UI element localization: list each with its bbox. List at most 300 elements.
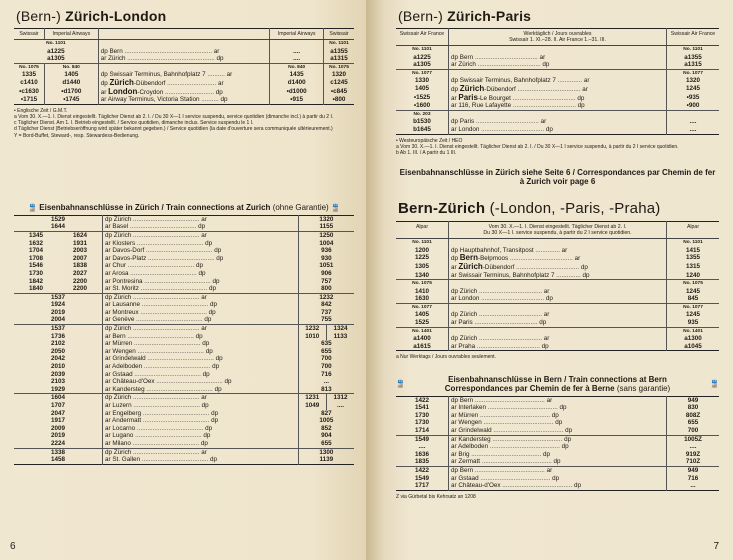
- flight-number: [667, 110, 720, 118]
- time: 700: [321, 355, 332, 363]
- station-name: Davos-Platz: [112, 254, 147, 262]
- direction-label: ar: [105, 417, 111, 425]
- station-cell: [103, 340, 299, 348]
- time: •900: [686, 102, 700, 110]
- station-cell: [103, 425, 299, 433]
- station-name: Zürich: [459, 287, 478, 295]
- leader-dots: ......................................: [146, 254, 215, 262]
- station-cell: [449, 94, 667, 103]
- direction-label: dp: [205, 347, 213, 355]
- direction-label: ar: [451, 419, 457, 427]
- time: 655: [321, 347, 332, 355]
- footnote: • Englische Zeit / G.M.T.: [14, 107, 68, 114]
- direction-label: dp: [216, 55, 224, 63]
- time: ....: [689, 118, 697, 126]
- station-cell: [449, 427, 667, 435]
- station-name: Château-d'Oex: [112, 378, 155, 386]
- connection-row: [14, 293, 354, 301]
- time: 700: [321, 363, 332, 371]
- bern-zurich-table: [396, 221, 719, 351]
- station-name: Arosa: [112, 269, 129, 277]
- leader-dots: ..............: [555, 77, 583, 85]
- time: 1549: [396, 435, 449, 443]
- direction-label: dp: [195, 332, 203, 340]
- connection-row: [14, 456, 354, 464]
- time: 808Z: [685, 411, 701, 419]
- timetable-row: [14, 79, 354, 88]
- direction-label: ar: [105, 363, 111, 371]
- direction-label: ar: [543, 311, 550, 319]
- station-name: Lugano: [112, 432, 134, 440]
- direction-label: ar: [543, 287, 550, 295]
- connection-row: [396, 467, 719, 475]
- station-name: Kandersteg: [458, 435, 491, 443]
- leader-dots: ............................: [163, 88, 215, 96]
- header-swissair: Swissair: [14, 29, 44, 40]
- station-name: Zürich: [113, 215, 132, 223]
- station-cell: [449, 77, 667, 85]
- station-name: Adelboden: [112, 363, 143, 371]
- bern-note: a Nur Werktags / Jours ouvrables seulement.: [396, 354, 496, 361]
- time: 1320: [332, 71, 347, 79]
- timetable-row: [14, 48, 354, 56]
- station-cell: [103, 363, 299, 371]
- station-name: Zürich: [459, 311, 478, 319]
- direction-label: ar: [546, 467, 553, 474]
- flight-number: No. 840: [44, 63, 98, 71]
- station-cell: [449, 272, 667, 280]
- connection-row: [14, 425, 354, 433]
- station-cell: [103, 325, 299, 333]
- time: •1715: [14, 96, 44, 104]
- direction-label: dp: [105, 231, 113, 239]
- direction-label: dp: [577, 94, 585, 102]
- time: 1541: [396, 404, 449, 412]
- time: 1320: [319, 215, 334, 223]
- time: 1537: [14, 293, 103, 301]
- reference-line-1: Eisenbahnanschlüsse in Zürich siehe Seite 6 / Correspondances par Chemin de fer: [399, 168, 716, 178]
- timetable-row: [396, 288, 719, 296]
- station-name: Bern: [109, 47, 123, 55]
- time: 1335: [14, 71, 44, 79]
- time: 1630: [396, 295, 449, 303]
- direction-label: dp: [215, 88, 223, 96]
- time: 1320: [685, 77, 700, 85]
- direction-label: dp: [196, 262, 204, 270]
- title-main: Zürich-London: [65, 8, 167, 24]
- direction-label: dp: [553, 458, 561, 466]
- time: 1305: [396, 263, 449, 272]
- zurich-london-table: [14, 28, 354, 105]
- station-name: Zürich: [113, 231, 132, 239]
- direction-label: ar: [201, 448, 207, 456]
- station-name: Zürich: [113, 325, 132, 333]
- time: 1730: [396, 419, 449, 427]
- time: 2027: [58, 270, 103, 278]
- time: 1315: [685, 262, 700, 270]
- time: 1415: [685, 246, 700, 254]
- station-cell: [449, 475, 667, 483]
- leader-dots: ....................................: [479, 295, 545, 303]
- timetable-row: [396, 311, 719, 319]
- station-cell: [103, 402, 299, 410]
- time: 800: [321, 285, 332, 293]
- direction-label: dp: [198, 223, 206, 231]
- bern-conn-title-2: Correspondances par Chemin de fer à Berne: [444, 383, 615, 393]
- station-name: Zürich: [458, 61, 476, 69]
- flight-number: No. 1101: [14, 40, 98, 48]
- direction-label: ar: [105, 340, 111, 348]
- time: 1225: [396, 254, 449, 263]
- leader-dots: ......................................: [132, 370, 201, 378]
- time: 2019: [14, 432, 103, 440]
- time: 1231: [298, 394, 326, 402]
- leader-dots: ......................................: [140, 456, 209, 464]
- flight-number: No. 1101: [396, 239, 449, 247]
- station-cell: [103, 410, 299, 418]
- direction-label: dp: [564, 435, 572, 443]
- leader-dots: ......................................: [135, 424, 204, 432]
- station-cell: [103, 262, 299, 270]
- time: 1546: [28, 262, 43, 270]
- leader-dots: ......................................: [133, 432, 202, 440]
- time: 710Z: [685, 458, 701, 466]
- station-bold: London: [108, 87, 138, 96]
- leader-dots: ....................................: [508, 255, 573, 263]
- time: •c845: [330, 87, 348, 95]
- station-cell: [449, 412, 667, 420]
- timetable-row: [396, 335, 719, 343]
- leader-dots: ......................................: [131, 448, 200, 456]
- station-cell: [449, 288, 667, 296]
- flight-number: No. 1101: [683, 47, 703, 52]
- leader-dots: ........................................: [500, 482, 573, 490]
- time: a1355: [330, 47, 348, 55]
- connection-row: [396, 435, 719, 443]
- time: 2224: [14, 440, 103, 448]
- station-name: Zermatt: [458, 458, 481, 466]
- direction-label: ar: [546, 396, 553, 404]
- direction-label: dp: [451, 85, 459, 93]
- station-name: Brig: [458, 450, 470, 458]
- leader-dots: ....................................: [474, 118, 539, 126]
- flight-number: No. 840: [270, 63, 324, 71]
- time: 755: [321, 316, 332, 324]
- direction-label: dp: [208, 285, 216, 293]
- station-name: London: [458, 125, 480, 133]
- time: 2004: [14, 316, 103, 324]
- station-cell: [98, 55, 270, 63]
- leader-dots: ............................: [165, 79, 217, 87]
- station-cell: [103, 309, 299, 317]
- direction-label: dp: [577, 102, 585, 110]
- direction-label: dp: [204, 316, 212, 324]
- direction-label: dp: [545, 295, 553, 303]
- station-cell: [103, 223, 299, 231]
- time: ....: [326, 402, 354, 410]
- direction-label: dp: [541, 342, 549, 350]
- station-bold: Paris: [458, 93, 478, 102]
- direction-label: ar: [105, 402, 111, 410]
- station-cell: [449, 482, 667, 490]
- direction-label: dp: [211, 417, 219, 425]
- leader-dots: ......................................: [134, 316, 203, 324]
- direction-label: dp: [214, 385, 222, 393]
- station-cell: [449, 419, 667, 427]
- direction-label: ar: [105, 370, 111, 378]
- leader-dots: ......................................: [144, 385, 213, 393]
- direction-label: ar: [100, 96, 107, 104]
- time: ....: [689, 125, 697, 133]
- direction-label: ar: [451, 474, 457, 482]
- direction-label: ar: [451, 61, 457, 69]
- time: 1245: [685, 287, 700, 295]
- time: 1324: [326, 325, 354, 333]
- direction-label: dp: [105, 215, 113, 223]
- direction-label: ar: [539, 53, 546, 61]
- direction-label: dp: [451, 467, 459, 474]
- direction-label: ar: [105, 456, 111, 464]
- direction-label: ar: [451, 94, 457, 102]
- station-name: Adelboden: [458, 443, 489, 451]
- time: 1632: [28, 239, 43, 247]
- station-name: Mürren: [458, 411, 479, 419]
- timetable-row: [14, 88, 354, 97]
- connection-row: [396, 451, 719, 459]
- leader-dots: ......................................: [128, 223, 197, 231]
- direction-label: ar: [451, 458, 457, 466]
- train-icon: 🚆: [396, 380, 405, 388]
- leader-dots: ....................................: [472, 319, 538, 327]
- direction-label: ar: [105, 424, 111, 432]
- station-name: Andermatt: [112, 417, 142, 425]
- direction-label: ar: [105, 247, 111, 255]
- station-name: Mürren: [112, 340, 133, 348]
- direction-label: ar: [201, 231, 207, 239]
- leader-dots: ....................................: [511, 102, 576, 110]
- direction-label: dp: [555, 419, 563, 427]
- time: 716: [687, 474, 699, 482]
- train-icon: 🚆: [710, 380, 719, 388]
- timetable-row: [396, 295, 719, 303]
- direction-label: dp: [211, 409, 219, 417]
- direction-label: dp: [105, 293, 113, 301]
- time: a1400: [396, 335, 449, 343]
- header-line-1: Werktäglich / Jours ouvrables: [523, 31, 592, 37]
- leader-dots: ......................................: [132, 340, 201, 348]
- time: •800: [332, 96, 346, 104]
- connections-zurich-table: [14, 215, 354, 465]
- direction-label: ar: [451, 404, 457, 412]
- station-cell: [103, 278, 299, 286]
- time: 2003: [58, 247, 103, 255]
- station-name: Basel: [112, 223, 129, 231]
- time: 842: [321, 301, 332, 309]
- time: 1133: [326, 333, 354, 341]
- direction-label: ar: [213, 47, 220, 55]
- direction-label: ar: [105, 262, 111, 270]
- direction-label: ar: [451, 102, 457, 110]
- connection-row: [14, 215, 354, 223]
- station-cell: [449, 311, 667, 319]
- direction-label: dp: [543, 450, 551, 458]
- timetable-row: [396, 118, 719, 126]
- time: 1840: [28, 285, 43, 293]
- direction-label: dp: [552, 474, 560, 482]
- connection-row: [14, 309, 354, 317]
- direction-label: ar: [100, 55, 107, 63]
- direction-label: dp: [215, 355, 223, 363]
- time: 936: [321, 247, 332, 255]
- timetable-row: [396, 94, 719, 103]
- direction-label: dp: [210, 456, 218, 464]
- time: 1644: [14, 223, 103, 231]
- time: 1458: [14, 456, 103, 464]
- timetable-row: [396, 85, 719, 94]
- leader-dots: ......................................: [135, 347, 204, 355]
- time: d1400: [270, 79, 324, 88]
- direction-label: ar: [451, 295, 457, 303]
- direction-label: dp: [574, 482, 582, 490]
- station-cell: [103, 432, 299, 440]
- time: 813: [321, 385, 332, 393]
- leader-dots: ..............: [554, 271, 581, 279]
- time: 1005Z: [667, 435, 720, 443]
- direction-label: dp: [202, 340, 210, 348]
- station-name: Bern: [112, 332, 126, 340]
- leader-dots: ......................................: [128, 269, 197, 277]
- time: •915: [270, 96, 324, 104]
- connection-row: [14, 333, 354, 341]
- title-zurich-london: [16, 8, 354, 24]
- page-6: [0, 0, 366, 560]
- station-cell: [103, 417, 299, 425]
- connection-row: [396, 419, 719, 427]
- time: 1838: [58, 262, 103, 270]
- connection-row: [396, 443, 719, 451]
- station-cell: [449, 295, 667, 303]
- time: 1005: [319, 417, 334, 425]
- time: 1155: [319, 223, 334, 231]
- page-7: [366, 0, 733, 560]
- connection-row: [14, 348, 354, 356]
- direction-label: ar: [451, 271, 457, 279]
- time: ...: [690, 482, 696, 490]
- station-name: Swissair Terminus, Bahnhofplatz 7: [109, 71, 206, 79]
- direction-label: ar: [201, 293, 207, 301]
- station-name: Bern: [459, 53, 474, 61]
- station-name: Bern: [459, 396, 474, 404]
- time: 1355: [685, 254, 700, 262]
- station-name: Bern: [459, 467, 474, 474]
- leader-dots: ..................................................: [125, 55, 215, 63]
- header-line-2: Swissair 1. XI.–28. II. Air France 1.–31. III.: [509, 37, 606, 43]
- direction-label: dp: [451, 335, 459, 343]
- direction-label: dp: [451, 77, 459, 85]
- time: •d1700: [44, 88, 98, 97]
- direction-label: dp: [545, 125, 553, 133]
- direction-label: ar: [105, 285, 111, 293]
- time: 935: [687, 319, 699, 327]
- station-cell: [449, 85, 667, 94]
- station-name: Chur: [112, 262, 127, 270]
- station-name: -Le Bourget: [477, 94, 511, 102]
- station-name: Hauptbahnhof, Transitpost: [459, 246, 534, 254]
- direction-label: dp: [100, 79, 108, 87]
- footnote: b Ab 1. III. / A partir du 1 III.: [396, 149, 457, 156]
- station-name: -Dübendorf: [484, 85, 516, 93]
- connection-row: [396, 482, 719, 490]
- connection-row: [14, 386, 354, 394]
- station-cell: [103, 255, 299, 263]
- station-cell: [103, 215, 299, 223]
- flight-number: No. 1401: [667, 327, 720, 335]
- page-number: 6: [10, 541, 16, 552]
- station-name: Gstaad: [458, 474, 479, 482]
- direction-label: ar: [451, 482, 457, 490]
- station-cell: [449, 102, 667, 110]
- direction-label: dp: [451, 396, 459, 404]
- header-center: [449, 29, 667, 46]
- leader-dots: ......................................: [131, 394, 200, 402]
- station-name: Zürich: [113, 448, 132, 456]
- connection-row: [14, 285, 354, 293]
- time: 1139: [319, 456, 334, 464]
- leader-dots: ....................................: [514, 263, 580, 271]
- station-name: Grindelwald: [458, 427, 492, 435]
- direction-label: dp: [212, 277, 220, 285]
- station-cell: [103, 231, 299, 239]
- direction-label: ar: [105, 432, 111, 440]
- time: 1405: [396, 311, 449, 319]
- time: 1636: [396, 451, 449, 459]
- timetable-row: [396, 126, 719, 134]
- direction-label: dp: [561, 443, 569, 451]
- time: 2200: [58, 278, 103, 286]
- title-prefix: (Bern-): [16, 8, 61, 24]
- connection-row: [14, 417, 354, 425]
- station-cell: [449, 435, 667, 443]
- leader-dots: ......................................: [130, 439, 200, 447]
- footnote: • Westeuropäische Zeit / HEO: [396, 137, 463, 144]
- station-name: Luzern: [112, 402, 132, 410]
- direction-label: dp: [205, 239, 213, 247]
- connection-row: [14, 402, 354, 410]
- connection-row: [14, 262, 354, 270]
- time: 1004: [319, 239, 334, 247]
- timetable-row: [396, 102, 719, 110]
- title-sub: (-London, -Paris, -Praha): [489, 200, 661, 218]
- flight-number: No. 1075: [324, 63, 354, 71]
- leader-dots: ........................................: [490, 435, 563, 443]
- connection-row: [14, 410, 354, 418]
- flight-number: No. 1101: [396, 46, 449, 54]
- time: •c1630: [14, 88, 44, 97]
- connection-row: [14, 247, 354, 255]
- direction-label: ar: [105, 277, 111, 285]
- time: a1225: [14, 48, 98, 56]
- time: ....: [270, 48, 324, 56]
- station-name: Praha: [458, 342, 476, 350]
- time: 2050: [14, 348, 103, 356]
- direction-label: dp: [208, 308, 216, 316]
- header-line-2: Du 30 X—1 I. service suspendu, à partir du 2 I service quotidien.: [483, 230, 632, 237]
- timetable-row: [396, 54, 719, 62]
- direction-label: dp: [105, 448, 113, 456]
- station-name: -Belpmoos: [478, 255, 509, 263]
- flight-number: No. 1077: [396, 69, 449, 77]
- flight-number: No. 1077: [667, 303, 720, 311]
